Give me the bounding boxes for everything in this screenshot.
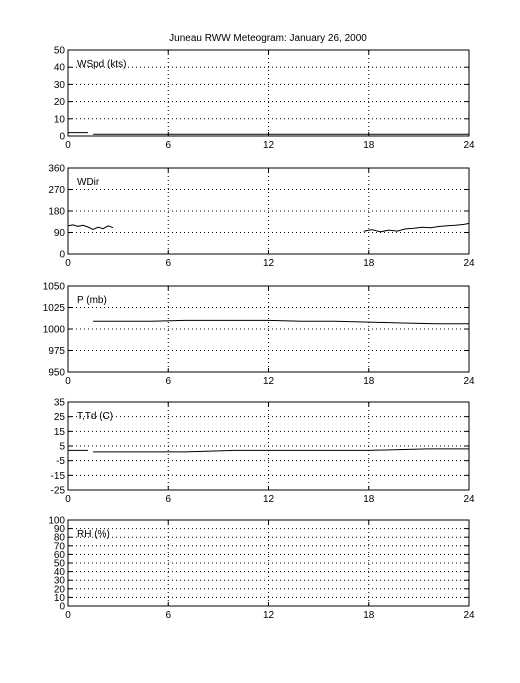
x-tick-label: 12 bbox=[262, 610, 275, 621]
series-line bbox=[364, 223, 469, 231]
y-tick-label: 5 bbox=[59, 441, 65, 453]
x-tick-label: 6 bbox=[165, 258, 172, 269]
y-tick-label: 0 bbox=[59, 131, 65, 143]
y-tick-label: 0 bbox=[59, 249, 65, 261]
y-tick-label: -15 bbox=[50, 470, 65, 482]
y-tick-label: 360 bbox=[48, 163, 65, 175]
panel-3 bbox=[51, 398, 475, 506]
x-tick-label: 24 bbox=[463, 494, 475, 505]
y-tick-label: 60 bbox=[53, 549, 65, 561]
y-tick-label: 50 bbox=[53, 45, 65, 57]
x-tick-label: 24 bbox=[463, 610, 475, 621]
y-tick-label: 90 bbox=[53, 228, 65, 239]
y-tick-label: 1025 bbox=[42, 303, 65, 314]
x-tick-label: 18 bbox=[363, 258, 375, 269]
y-tick-label: 100 bbox=[48, 515, 65, 527]
y-tick-label: 40 bbox=[53, 62, 65, 74]
y-tick-label: 25 bbox=[53, 412, 65, 424]
y-tick-label: 20 bbox=[53, 584, 65, 596]
y-tick-label: -25 bbox=[50, 485, 65, 497]
panel-label: T,Td (C) bbox=[77, 411, 114, 422]
y-tick-label: 20 bbox=[53, 97, 65, 109]
y-tick-label: -5 bbox=[56, 456, 65, 468]
x-tick-label: 0 bbox=[65, 258, 71, 269]
y-tick-label: 10 bbox=[53, 114, 65, 126]
y-tick-label: 950 bbox=[48, 367, 65, 379]
figure-title: Juneau RWW Meteogram: January 26, 2000 bbox=[169, 33, 367, 44]
y-tick-label: 10 bbox=[53, 592, 65, 604]
x-tick-label: 24 bbox=[463, 258, 475, 269]
y-tick-label: 1050 bbox=[42, 281, 65, 293]
x-tick-label: 24 bbox=[463, 140, 475, 151]
panel-4 bbox=[48, 516, 475, 622]
x-tick-label: 0 bbox=[65, 140, 71, 151]
x-tick-label: 0 bbox=[65, 610, 71, 621]
panel-label: WDir bbox=[77, 177, 100, 188]
x-tick-label: 24 bbox=[463, 376, 475, 387]
y-tick-label: 0 bbox=[59, 601, 65, 613]
x-tick-label: 18 bbox=[363, 376, 375, 387]
y-tick-label: 975 bbox=[48, 346, 65, 357]
y-tick-label: 50 bbox=[53, 558, 65, 570]
panel-label: RH (%) bbox=[77, 529, 110, 540]
panels bbox=[43, 46, 475, 622]
x-tick-label: 18 bbox=[363, 494, 375, 505]
panel-0 bbox=[54, 46, 475, 152]
x-tick-label: 6 bbox=[165, 494, 172, 505]
series-line bbox=[93, 449, 469, 452]
y-tick-label: 80 bbox=[53, 532, 65, 544]
x-tick-label: 18 bbox=[363, 140, 375, 151]
x-tick-label: 0 bbox=[65, 376, 71, 387]
y-tick-label: 40 bbox=[53, 567, 65, 579]
y-tick-label: 270 bbox=[48, 185, 65, 196]
panel-label: P (mb) bbox=[77, 295, 107, 306]
y-tick-label: 30 bbox=[53, 575, 65, 587]
y-tick-label: 35 bbox=[53, 397, 65, 409]
x-tick-label: 6 bbox=[165, 376, 172, 387]
x-tick-label: 18 bbox=[363, 610, 375, 621]
y-tick-label: 30 bbox=[53, 79, 65, 91]
x-tick-label: 12 bbox=[262, 376, 275, 387]
y-tick-label: 70 bbox=[53, 541, 65, 553]
x-tick-label: 6 bbox=[165, 610, 172, 621]
panel-2 bbox=[43, 282, 475, 388]
panel-1 bbox=[48, 164, 475, 270]
x-tick-label: 12 bbox=[262, 258, 275, 269]
y-tick-label: 1000 bbox=[42, 324, 65, 336]
y-tick-label: 180 bbox=[48, 206, 65, 218]
y-tick-label: 15 bbox=[53, 426, 65, 438]
series-line bbox=[93, 320, 469, 323]
x-tick-label: 0 bbox=[65, 494, 71, 505]
x-tick-label: 6 bbox=[165, 140, 172, 151]
y-tick-label: 90 bbox=[53, 524, 65, 536]
series-line bbox=[68, 225, 113, 230]
x-tick-label: 12 bbox=[262, 140, 275, 151]
panel-label: WSpd (kts) bbox=[77, 59, 127, 70]
x-tick-label: 12 bbox=[262, 494, 275, 505]
